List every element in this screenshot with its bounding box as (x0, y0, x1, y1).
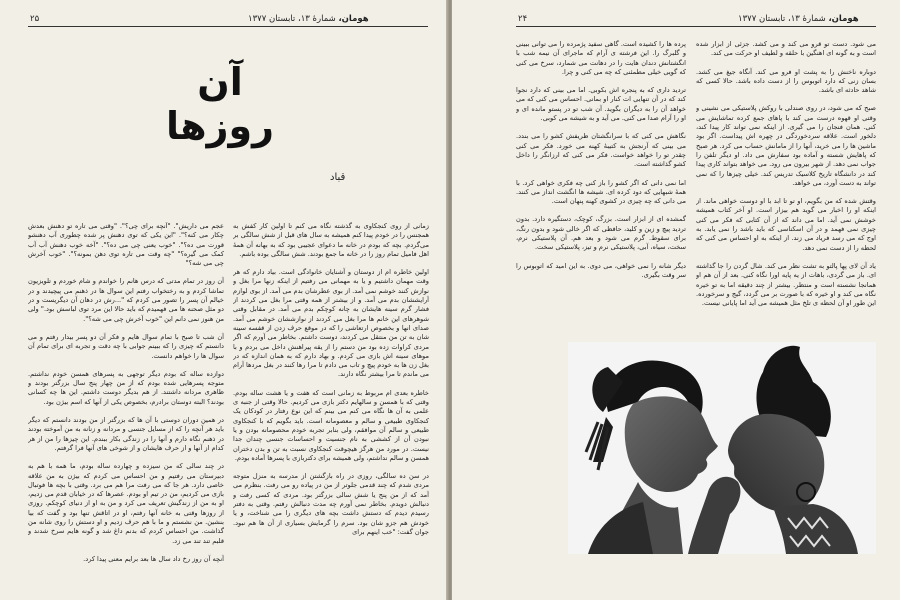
paragraph: آنچه آن روز رخ داد سال ها بعد برایم معنی پیدا کرد. (83, 554, 224, 563)
paragraph: دیگر شانه را نمی خواهی، می دوی. به این امید که اتوبوس را سر وقت بگیری. (516, 261, 686, 279)
paragraph: صبح که می شود، در روی صندلی با روکش پلاستیکی می نشینی و وقتی او قهوه درست می کند با پاهای جمع کرده تماشایش می کنی. همان فنجان را می گیری. از اینکه نمی تواند کار پیدا کند، دلخور است. علاقه سردخوردگی در چهره اش پیداست. اگر بود ماشین ها را می خرید، آنها را از مامانش حساب می کرد. هر صبح که پاهایش شسته و آماده بود سفارش می داد. او دیگر تلفن را جواب نمی دهد. از شهر بیرون می رود. می خواهد بتواند کاری پیدا کند در دانشگاه تاریخ کلاسیک تدریس کند. خیلی چیزها را که نمی تواند به دست آورد، می خواهد. (696, 104, 876, 187)
paragraph: در سن ده سالگی، روزی در راه بازگشتن از مدرسه به منزل متوجه مردی شدم که چند قدمی جلوتر از من در پیاده رو می رفت. بنظرم می آمد که از من پنج یا شش سالی بزرگتر بود. مردی که کسی رفت و دنبالش دویدم. بخاطر نمی آورم چه مدت دنبالش رفتم. وقتی به دفتر رسیدم دیدم که دستش داشت بچه های دیگری را می شناخت، و یا خودش هم جزو شان بود. سرم را گرمایش بسیاری از آن ها هم نبود. جوان گفت: "خب اینهم برای (233, 472, 429, 536)
paragraph: در همین دوران دوستی با آن ها که بزرگتر از من بودند دانستم که دیگر باید هر آنچه را که از مسایل جنسی و مردانه و زنانه به من آموخته بودند در ذهنم نگاه دارم و آنها را در زندگی بکار ببندم. این چیزها را من از هر کدام از آنها و از حرف هایشان و از شوخی های آنها فرا گرفتم. (28, 416, 224, 452)
right-page-number: ۲۴ (518, 14, 528, 24)
left-page-number: ۲۵ (30, 14, 40, 24)
right-page-col-right (696, 40, 876, 336)
left-page (0, 0, 448, 600)
right-magazine-name: هومان، (828, 14, 859, 24)
paragraph: زمانی از روی کنجکاوی به گذشته نگاه می کنم تا اولین کار کفش به همجنس را در خودم پیدا کنم همیشه به سال های قبل از شش سالگی بر می‌گردم. بچه که بودم در خانه ما دعوای عجیبی بود که به بهانه آن همهٔ اهل فامیل تمام روز را در خانه ما جمع بودند. شش سالگی بوده باشم. (233, 222, 429, 258)
article-author: قباد (330, 172, 346, 183)
paragraph: عجم می داریش". "آنچه برای چی؟". "وقتی می تاره تو دهنش بعدش چکار می کنه؟". "این یکی که توی دهنش پر شده چطوری آب دهنشو قورت می ده؟". "خوب یعنی چی می ده؟". "آخه خوب دهنش آب آب کمک می گیره؟" "چه وقت می تاره توی دهن بمونه؟". "خوب آخرش چی می شه؟" (28, 222, 224, 268)
paragraph: آن شب تا صبح با تمام سوال هایم و فکر آن دو پسر بیدار رفتم و می دانستم که چیزی را که ببینم جوابی با چه دقت و تجربه ای برای تمام آن سوال ها را خواهم دانست. (28, 332, 224, 360)
right-page-col-left (516, 40, 686, 336)
paragraph: پرده ها را کشیده است. گاهی سفید پژمرده را می توانی ببینی و گلبرگ را. این فرشته ی آرام که ماجرای آن نیمه شب با انگشتانش دندان هایت را در دهانت می شمارد، سرخ می کنی که گویی خیلی مطمئنی که چه می کنی و چرا. (516, 40, 686, 76)
paragraph: خاطره بعدی ام مربوط به زمانی است که هفت و یا هشت ساله بودم. وقتی که با همسن و سالهایم دکتر بازی می کردیم. حالا وقتی از جنبه ی علمی به آن ها نگاه می کنم می بینم که این نوع رفتار در کودکان یک کنجکاوی طبیعی و سالم و معصومانه است. باید بگویم که با کنجکاوی طبیعی و سالم آن موافقم، ولی بنابر تجربه خودم محصومانه بودن و یا نبودن آن از کششی به نام جنسیت و احساسات جنسی چندان جدا نیست. در مورد من هرگز هیچوقت کنجکاوی نسبت به تن و بدن دختران همسن و سالم نداشتم، ولی همیشه برای دکتربازی با پسرها آماده بودم. (233, 388, 429, 462)
paragraph: وقتش شده که من بگویم، او تو تا ابد با او دوست خواهی ماند. از اینکه او را اخبار می گوید هم بیزار است. او آخر کتاب همیشه خوشش نمی آید. اما می داند که از آن کتابی که فکر می کنی چیزی نمی فهمد و در آن اسکناسی که باید باشد را نمی یابد. به اوج که می رسد فریاد می زند. از اینکه به او احساس می کنی که لحظه را از دست نمی دهد. (696, 197, 876, 252)
left-magazine-name: هومان، (338, 14, 369, 24)
paragraph: اما نمی دانی که اگر کشو را باز کنی چه فکری خواهی کرد. با همهٔ شبهایی که دود کرده ای. شیشه ها انگشت انداز می کنند. می دانی که چه چیزی در کشوی کهنه پنهان است. (516, 178, 686, 206)
paragraph: آن روز در تمام مدتی که درس هانم را خواندم و شام خوردم و تلویزیون تماشا کردم و به رختخواب رفتم این سوال ها در ذهنم می پیچیدند و در خیالم آن پسر را تصور می کردم که "...رش در دهان آن دیگریست و در دو مثل صحنه ها می فهمیدم که باید حالا این مرد توی لباسش بود." ولی من هنوز نمی دانم این "خوب آخرش چی می شه؟". (28, 277, 224, 323)
photo-illustration (568, 342, 876, 554)
right-issue-info: شمارهٔ ۱۳، تابستان ۱۳۷۷ (738, 14, 826, 24)
article-title: آن روزها (166, 60, 274, 148)
paragraph: دوازده ساله که بودم دیگر توجهی به پسرهای همسن خودم نداشتم. متوجه پسرهایی شده بودم که از من چهار پنج سال بزرگتر بودند و ظاهری مردانه داشتند. از هم بدیگر دوست داشتم. این ها چه کسانی بودند؟ البته دوستان برادرم، بخصوص یکی از آنها که اسم بیژن بود. (28, 369, 224, 406)
left-page-col-right (233, 222, 429, 582)
left-running-head (248, 14, 369, 24)
left-page-col-left (28, 222, 224, 582)
paragraph: اولین خاطره ام از دوستان و آشنایان خانوادگی است. بیاد دارم که هر وقت مهمان داشتیم و یا به مهمانی می رفتیم از اینکه زنها مرا بغل و نوازش کنند خوشم نمی آمد. از بوی عطرشان بدم می آمد. از بوی لوازم آرایششان بدم می آمد. و از بیشتر از همه وقتی مرا بغل می کردند از فشار گرم سینه هایشان به چانه کوچکم بدم می آمد. در مقابل وقتی شوهرهای این خانم ها مرا بغل می کردند از نوازششان خوشم می آمد. صدای انها و بخصوص ارتعاشی را که در موقع حرف زدن از قفسه سینه شان به تن من منتقل می کردند، دوست داشتم. بخاطر می آورم که اگر مردی کراوات زده بود من دستم را از یقه پیراهنش داخل می بردم و با موهای سینه اش بازی می کردم. و بهاد دارم که به همان اندازه که در بغل زن ها به خودم پیچ و تاب می دادم تا مرا رها کنند در بغل مردها آرام می ماندم تا مرا بیشتر نگاه دارند. (233, 268, 429, 379)
paragraph: تردید داری که به پنجره اش بکوبی. اما می بینی که دارد نجوا کند که در آن تنهایی ات کنار او بمانی. احساس می کنی که می خواهد آن را به دیگران بگوید. آن شب تو در پستو مانده ای و او را آرام صدا می کنی. می آید و به شیشه می کوبی. (516, 86, 686, 123)
left-header-rule (28, 26, 428, 27)
paragraph: یاد آن لای پها پالتو به تشت نظر می کند. شال گردن را جا گذاشته ای. باز می گردی، باهات از یه پایه اورا نگاه کنی. بعد از آن هم او همانجا نشسته است و منتظر. بیشتر از چند دقیقه اما به تو خیره نگاه می کند و او خیره که با صورت بر می گردد، گیج و سرخورده. این طور او آن لحظه ی تلخ مثل همیشه می آید اما پایانی نیست. (696, 261, 876, 308)
paragraph: دوباره ناخنش را به پشت او فرو می کند. آنگاه جیغ می کشد. بسان زنی که دارد اتوبوس را از دست داده باشد. حالا کسی که شاهد حادثه ای باشد. (696, 67, 876, 95)
right-running-head (738, 14, 859, 24)
paragraph: گمشده ای از ابزار است. بزرگ، کوچک، دستگیره دارد. بدون تردید پیچ و زین و کلید، حافظی که اگر خالی شود و بدون رنگ، برای سقوط. گرم می شود و بعد هم. آن پلاستیکی نرم، سخت، سیاه، آبی، پلاستیکی نرم و تیز، پلاستیکی سخت. (516, 215, 686, 252)
right-header-rule (516, 26, 876, 27)
paragraph: نگاهش می کنی که با سرانگشتان ظریفش کشو را می بندد. می بینی که آرنجش به کتیبهٔ کهنه می خورد. فکر می کنی چقدر تو را خواهد خواست. فکر می کنی که ارزانگر را داخل کشو گذاشته است. (516, 132, 686, 169)
paragraph: در چند سالی که من سیزده و چهارده ساله بودم، ما همه با هم به دبیرستان می رفتیم و من احساس می کردم که بیژن به من علاقه خاصی دارد. هر جا که می رفت مرا هم می برد. وقتی با بچه ها فوتبال بازی می کردیم، من در تیم او بودم. عصرها که در خیابان قدم می زدیم، او به من از زندگیش تعریف می کرد و من به او از دنیای کوچکم. روزی از روزها وقتی به خانه آنها رفتم، او در اتاقش تنها بود و گفت که بیا بنشین. من نشستم و ما با هم حرف زدیم و او دستش را روی شانه من گذاشت. من احساس کردم که بدنم داغ شد و گونه هایم سرخ شدند و قلبم تند تند می زد. (28, 462, 224, 545)
article-photo (568, 342, 876, 554)
left-issue-info: شمارهٔ ۱۳، تابستان ۱۳۷۷ (248, 14, 336, 24)
paragraph: می شود. دست تو قرو می کند و می کشد. جزئی از ابزار شده است و به گونه ای اهنگین با حلقه و لطیف او حرکت می کند. (696, 40, 876, 58)
